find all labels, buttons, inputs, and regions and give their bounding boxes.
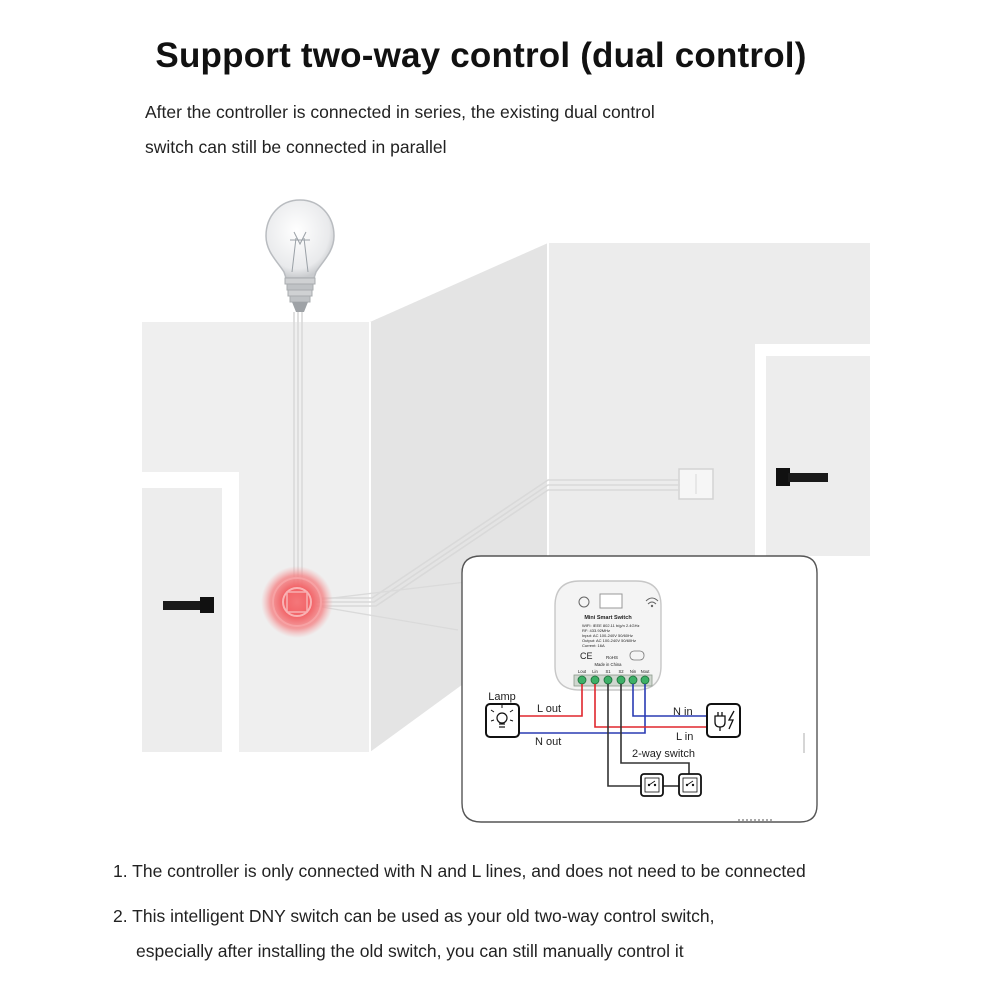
note-2-line-2: especially after installing the old switch, you can still manually control it bbox=[136, 941, 684, 961]
terminal-label-s1: S1 bbox=[605, 669, 611, 674]
right-door bbox=[755, 344, 870, 556]
light-bulb-icon bbox=[266, 200, 334, 312]
page-title: Support two-way control (dual control) bbox=[155, 36, 807, 75]
lamp-label: Lamp bbox=[488, 691, 516, 703]
made-in: Made in China bbox=[594, 662, 622, 667]
two-way-switch-icon bbox=[641, 774, 663, 796]
spec-wifi: WIFI: IEEE 802.11 b/g/n 2.4GHz bbox=[582, 623, 640, 628]
l-in-label: L in bbox=[676, 731, 694, 743]
power-source-icon bbox=[707, 704, 740, 737]
spec-current: Current: 16A bbox=[582, 643, 605, 648]
two-way-switch-icon bbox=[679, 774, 701, 796]
note-1: 1. The controller is only connected with N and L lines, and does not need to be connected bbox=[113, 861, 806, 881]
terminal-label-nin: Nin bbox=[629, 669, 637, 674]
terminal-label-s2: S2 bbox=[618, 669, 624, 674]
spec-rf: RF: 433.92MHz bbox=[582, 628, 611, 633]
rohs-mark: RoHS bbox=[606, 655, 619, 660]
spec-input: Input: AC 100-240V 50/60Hz bbox=[582, 633, 633, 638]
l-out-label: L out bbox=[537, 703, 562, 715]
note-2-line-1: 2. This intelligent DNY switch can be used as your old two-way control switch, bbox=[113, 906, 715, 926]
n-in-label: N in bbox=[673, 706, 693, 718]
device-name: Mini Smart Switch bbox=[584, 615, 632, 621]
terminal-label-lin: Lin bbox=[592, 669, 598, 674]
pairing-button bbox=[600, 594, 622, 608]
subtitle-line-1: After the controller is connected in series, the existing dual control bbox=[145, 102, 655, 122]
n-out-label: N out bbox=[535, 736, 562, 748]
door-handle-icon bbox=[776, 468, 790, 486]
left-door bbox=[142, 472, 239, 752]
subtitle-line-2: switch can still be connected in parallel bbox=[145, 137, 447, 157]
spec-output: Output: AC 100-240V 50/60Hz bbox=[582, 638, 637, 643]
smart-switch-device bbox=[555, 581, 661, 690]
door-handle-icon bbox=[163, 601, 203, 610]
controller-highlight bbox=[261, 566, 333, 638]
wall-switch-icon bbox=[679, 469, 713, 499]
ce-mark: CE bbox=[580, 651, 593, 661]
lamp-icon bbox=[486, 704, 519, 737]
two-way-switch-label: 2-way switch bbox=[632, 748, 695, 760]
terminal-label-lout: Lout bbox=[577, 669, 587, 674]
terminal-label-nout: Nout bbox=[640, 669, 650, 674]
